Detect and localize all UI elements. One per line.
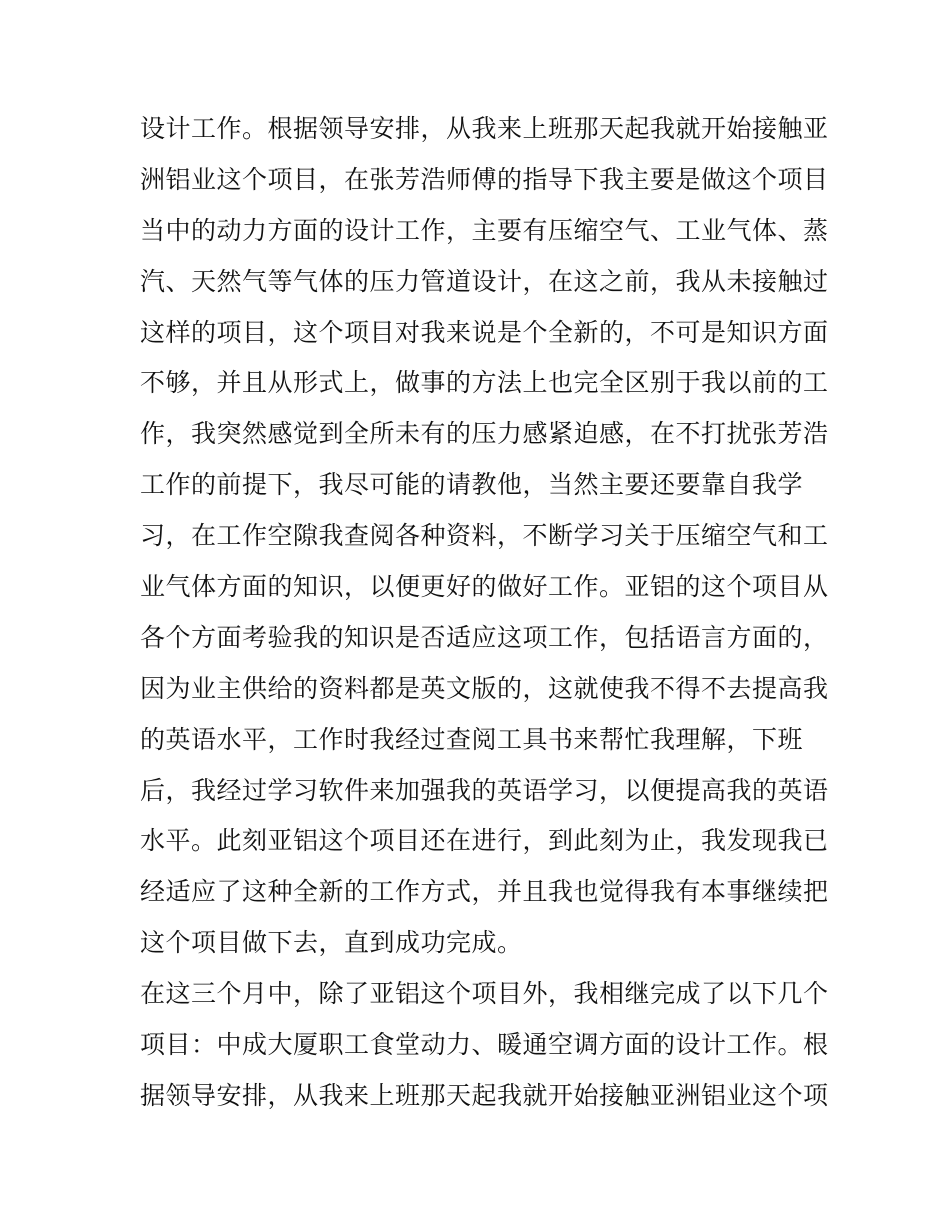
text-line: 这个项目做下去，直到成功完成。	[140, 928, 523, 958]
text-line: 作，我突然感觉到全所未有的压力感紧迫感，在不打扰张芳浩	[140, 419, 829, 449]
text-line: 这样的项目，这个项目对我来说是个全新的，不可是知识方面	[140, 317, 829, 347]
text-line: 习，在工作空隙我查阅各种资料，不断学习关于压缩空气和工	[140, 521, 829, 551]
text-line: 洲铝业这个项目，在张芳浩师傅的指导下我主要是做这个项目	[140, 164, 829, 194]
text-line: 工作的前提下，我尽可能的请教他，当然主要还要靠自我学	[140, 470, 804, 500]
text-line: 业气体方面的知识，以便更好的做好工作。亚铝的这个项目从	[140, 572, 829, 602]
paragraph-2	[140, 969, 830, 1122]
document-body	[140, 104, 830, 1122]
text-line: 据领导安排，从我来上班那天起我就开始接触亚洲铝业这个项	[140, 1080, 829, 1110]
text-line: 经适应了这种全新的工作方式，并且我也觉得我有本事继续把	[140, 877, 829, 907]
text-line: 项目：中成大厦职工食堂动力、暖通空调方面的设计工作。根	[140, 1030, 829, 1060]
text-line: 汽、天然气等气体的压力管道设计，在这之前，我从未接触过	[140, 266, 829, 296]
text-line: 设计工作。根据领导安排，从我来上班那天起我就开始接触亚	[140, 114, 829, 143]
paragraph-1	[140, 104, 830, 969]
text-line: 当中的动力方面的设计工作，主要有压缩空气、工业气体、蒸	[140, 215, 829, 245]
text-line: 在这三个月中，除了亚铝这个项目外，我相继完成了以下几个	[140, 979, 829, 1009]
text-line: 不够，并且从形式上，做事的方法上也完全区别于我以前的工	[140, 368, 829, 398]
text-line: 各个方面考验我的知识是否适应这项工作，包括语言方面的，	[140, 622, 829, 652]
text-line: 的英语水平，工作时我经过查阅工具书来帮忙我理解，下班	[140, 724, 804, 754]
text-line: 后，我经过学习软件来加强我的英语学习，以便提高我的英语	[140, 775, 829, 805]
text-line: 因为业主供给的资料都是英文版的，这就使我不得不去提高我	[140, 673, 829, 703]
text-line: 水平。此刻亚铝这个项目还在进行，到此刻为止，我发现我已	[140, 826, 829, 856]
